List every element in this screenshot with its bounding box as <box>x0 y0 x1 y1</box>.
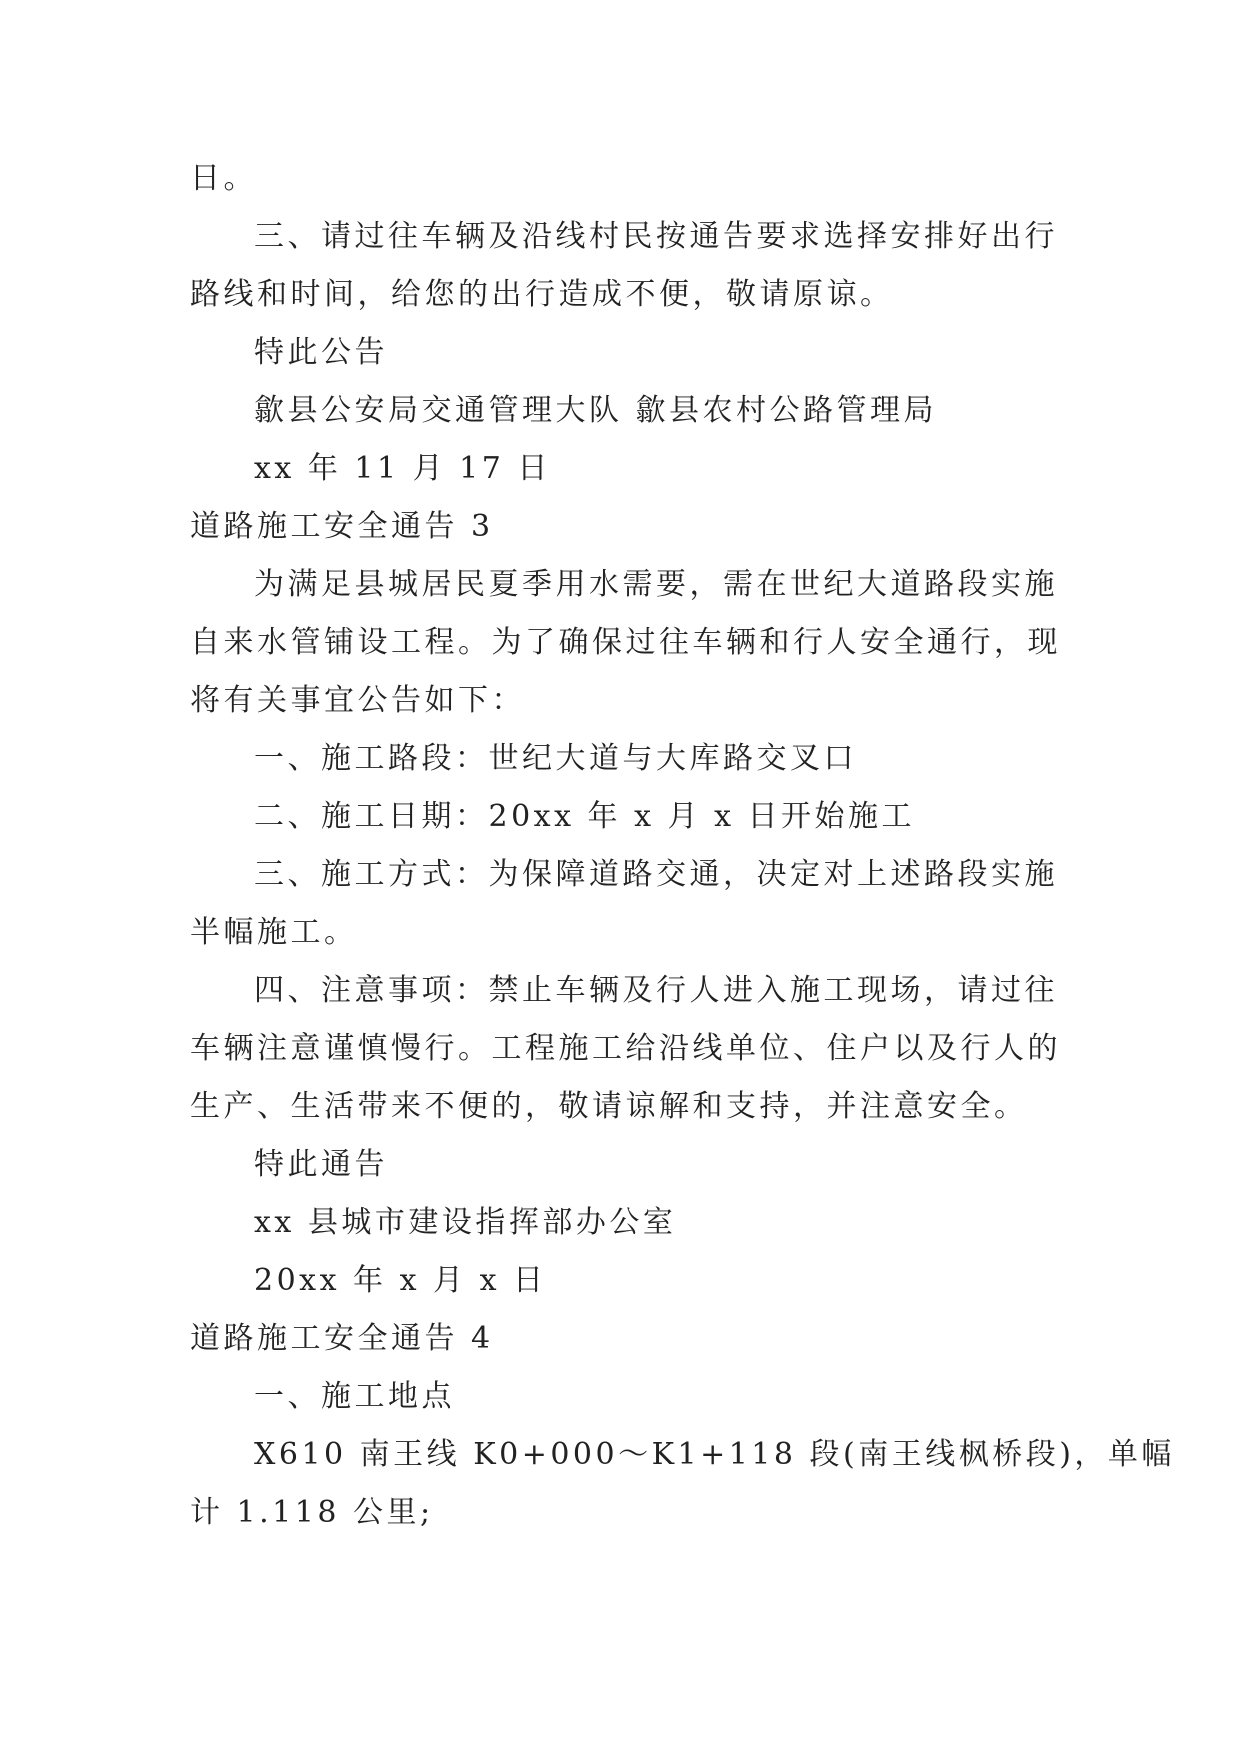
text-line-1: 日。 <box>190 161 257 196</box>
item-location-heading: 一、施工地点 <box>254 1379 455 1414</box>
section-heading-3: 道路施工安全通告 3 <box>190 509 494 544</box>
text-line-16: 车辆注意谨慎慢行。工程施工给沿线单位、住户以及行人的 <box>190 1031 1061 1066</box>
text-line-3: 路线和时间，给您的出行造成不便，敬请原谅。 <box>190 277 894 312</box>
item-road-section: 一、施工路段：世纪大道与大库路交叉口 <box>254 741 857 776</box>
item-notes: 四、注意事项：禁止车辆及行人进入施工现场，请过往 <box>254 973 1058 1008</box>
item-method: 三、施工方式：为保障道路交通，决定对上述路段实施 <box>254 857 1058 892</box>
closing-note-2: 特此通告 <box>254 1147 388 1182</box>
text-line-24: 计 1.118 公里; <box>190 1495 434 1530</box>
date-1: xx 年 11 月 17 日 <box>254 451 551 486</box>
text-line-14: 半幅施工。 <box>190 915 358 950</box>
issuer-2: xx 县城市建设指挥部办公室 <box>254 1205 677 1240</box>
section-heading-4: 道路施工安全通告 4 <box>190 1321 494 1356</box>
document-page <box>190 150 1175 1542</box>
text-line-17: 生产、生活带来不便的，敬请谅解和支持，并注意安全。 <box>190 1089 1028 1124</box>
date-2: 20xx 年 x 月 x 日 <box>254 1263 547 1298</box>
text-line-8: 为满足县城居民夏季用水需要，需在世纪大道路段实施 <box>254 567 1058 602</box>
text-line-2: 三、请过往车辆及沿线村民按通告要求选择安排好出行 <box>254 219 1058 254</box>
text-line-10: 将有关事宜公告如下： <box>190 683 525 718</box>
closing-note-1: 特此公告 <box>254 335 388 370</box>
text-line-9: 自来水管铺设工程。为了确保过往车辆和行人安全通行，现 <box>190 625 1061 660</box>
text-line-23: X610 南王线 K0+000～K1+118 段(南王线枫桥段)，单幅 <box>254 1437 1175 1472</box>
item-date: 二、施工日期：20xx 年 x 月 x 日开始施工 <box>254 799 916 834</box>
issuer-1: 歙县公安局交通管理大队 歙县农村公路管理局 <box>254 393 938 428</box>
